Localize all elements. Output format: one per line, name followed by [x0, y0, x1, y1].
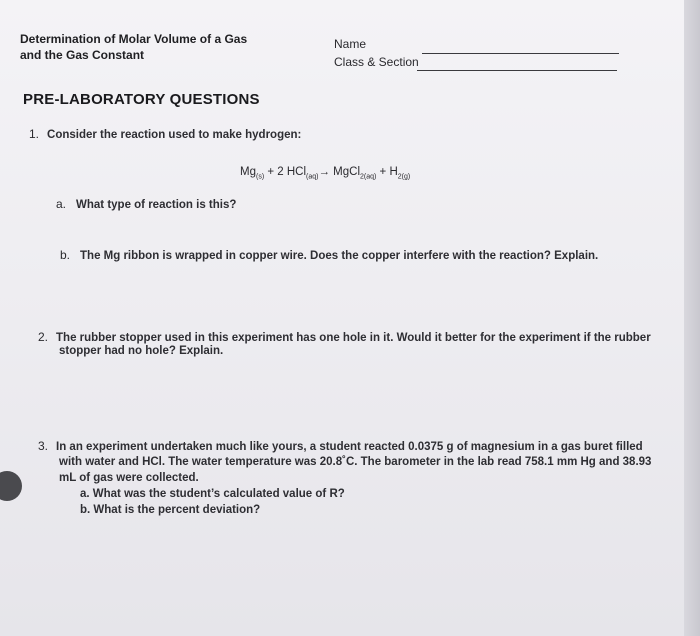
eq-hcl: + 2 HCl: [264, 166, 307, 178]
question-2-line2: stopper had no hole? Explain.: [59, 345, 224, 357]
question-number: 3.: [38, 439, 49, 453]
subquestion-text: The Mg ribbon is wrapped in copper wire. Does the copper interfere with the reaction? Explain.: [80, 250, 599, 262]
question-3-line2: with water and HCl. The water temperature was 20.8˚C. The barometer in the lab read 758.1 mm Hg and 38.93: [59, 456, 652, 468]
question-3-line3: mL of gas were collected.: [59, 472, 199, 484]
class-section-label: Class & Section: [334, 55, 419, 69]
question-text: Consider the reaction used to make hydrogen:: [47, 129, 302, 141]
eq-mgcl: MgCl: [329, 166, 361, 178]
eq-h2: + H: [376, 166, 398, 178]
question-3: [38, 439, 643, 453]
eq-h2-state: 2(g): [397, 173, 411, 181]
question-1a: [56, 197, 236, 211]
class-section-line: [417, 70, 617, 71]
question-number: 1.: [29, 127, 40, 141]
question-text: The rubber stopper used in this experiment has one hole in it. Would it better for the experiment if the rubber: [56, 332, 651, 344]
worksheet-title-line1: Determination of Molar Volume of a Gas: [20, 32, 248, 46]
question-1: [29, 127, 301, 141]
eq-mg: Mg: [240, 166, 256, 178]
question-1b: [60, 248, 598, 262]
subquestion-label: a.: [56, 197, 67, 211]
subquestion-label: b.: [60, 248, 71, 262]
eq-hcl-state: (aq): [306, 173, 319, 181]
question-number: 2.: [38, 330, 49, 344]
section-heading: PRE-LABORATORY QUESTIONS: [23, 91, 260, 108]
eq-mg-state: (s): [255, 173, 265, 181]
worksheet-title-line2: and the Gas Constant: [20, 48, 145, 62]
subquestion-text: What type of reaction is this?: [76, 199, 237, 211]
question-3b: b. What is the percent deviation?: [80, 504, 261, 516]
name-line: [422, 53, 619, 54]
punch-hole: [0, 471, 22, 501]
question-text: In an experiment undertaken much like yours, a student reacted 0.0375 g of magnesium in a gas buret filled: [56, 441, 643, 453]
question-3a: a. What was the student’s calculated value of R?: [80, 488, 345, 500]
eq-arrow: →: [318, 166, 330, 178]
page-edge: [684, 0, 700, 636]
name-label: Name: [334, 37, 367, 51]
question-2: [38, 330, 651, 344]
reaction-equation: [240, 166, 410, 180]
eq-mgcl-state: 2(aq): [360, 173, 377, 181]
